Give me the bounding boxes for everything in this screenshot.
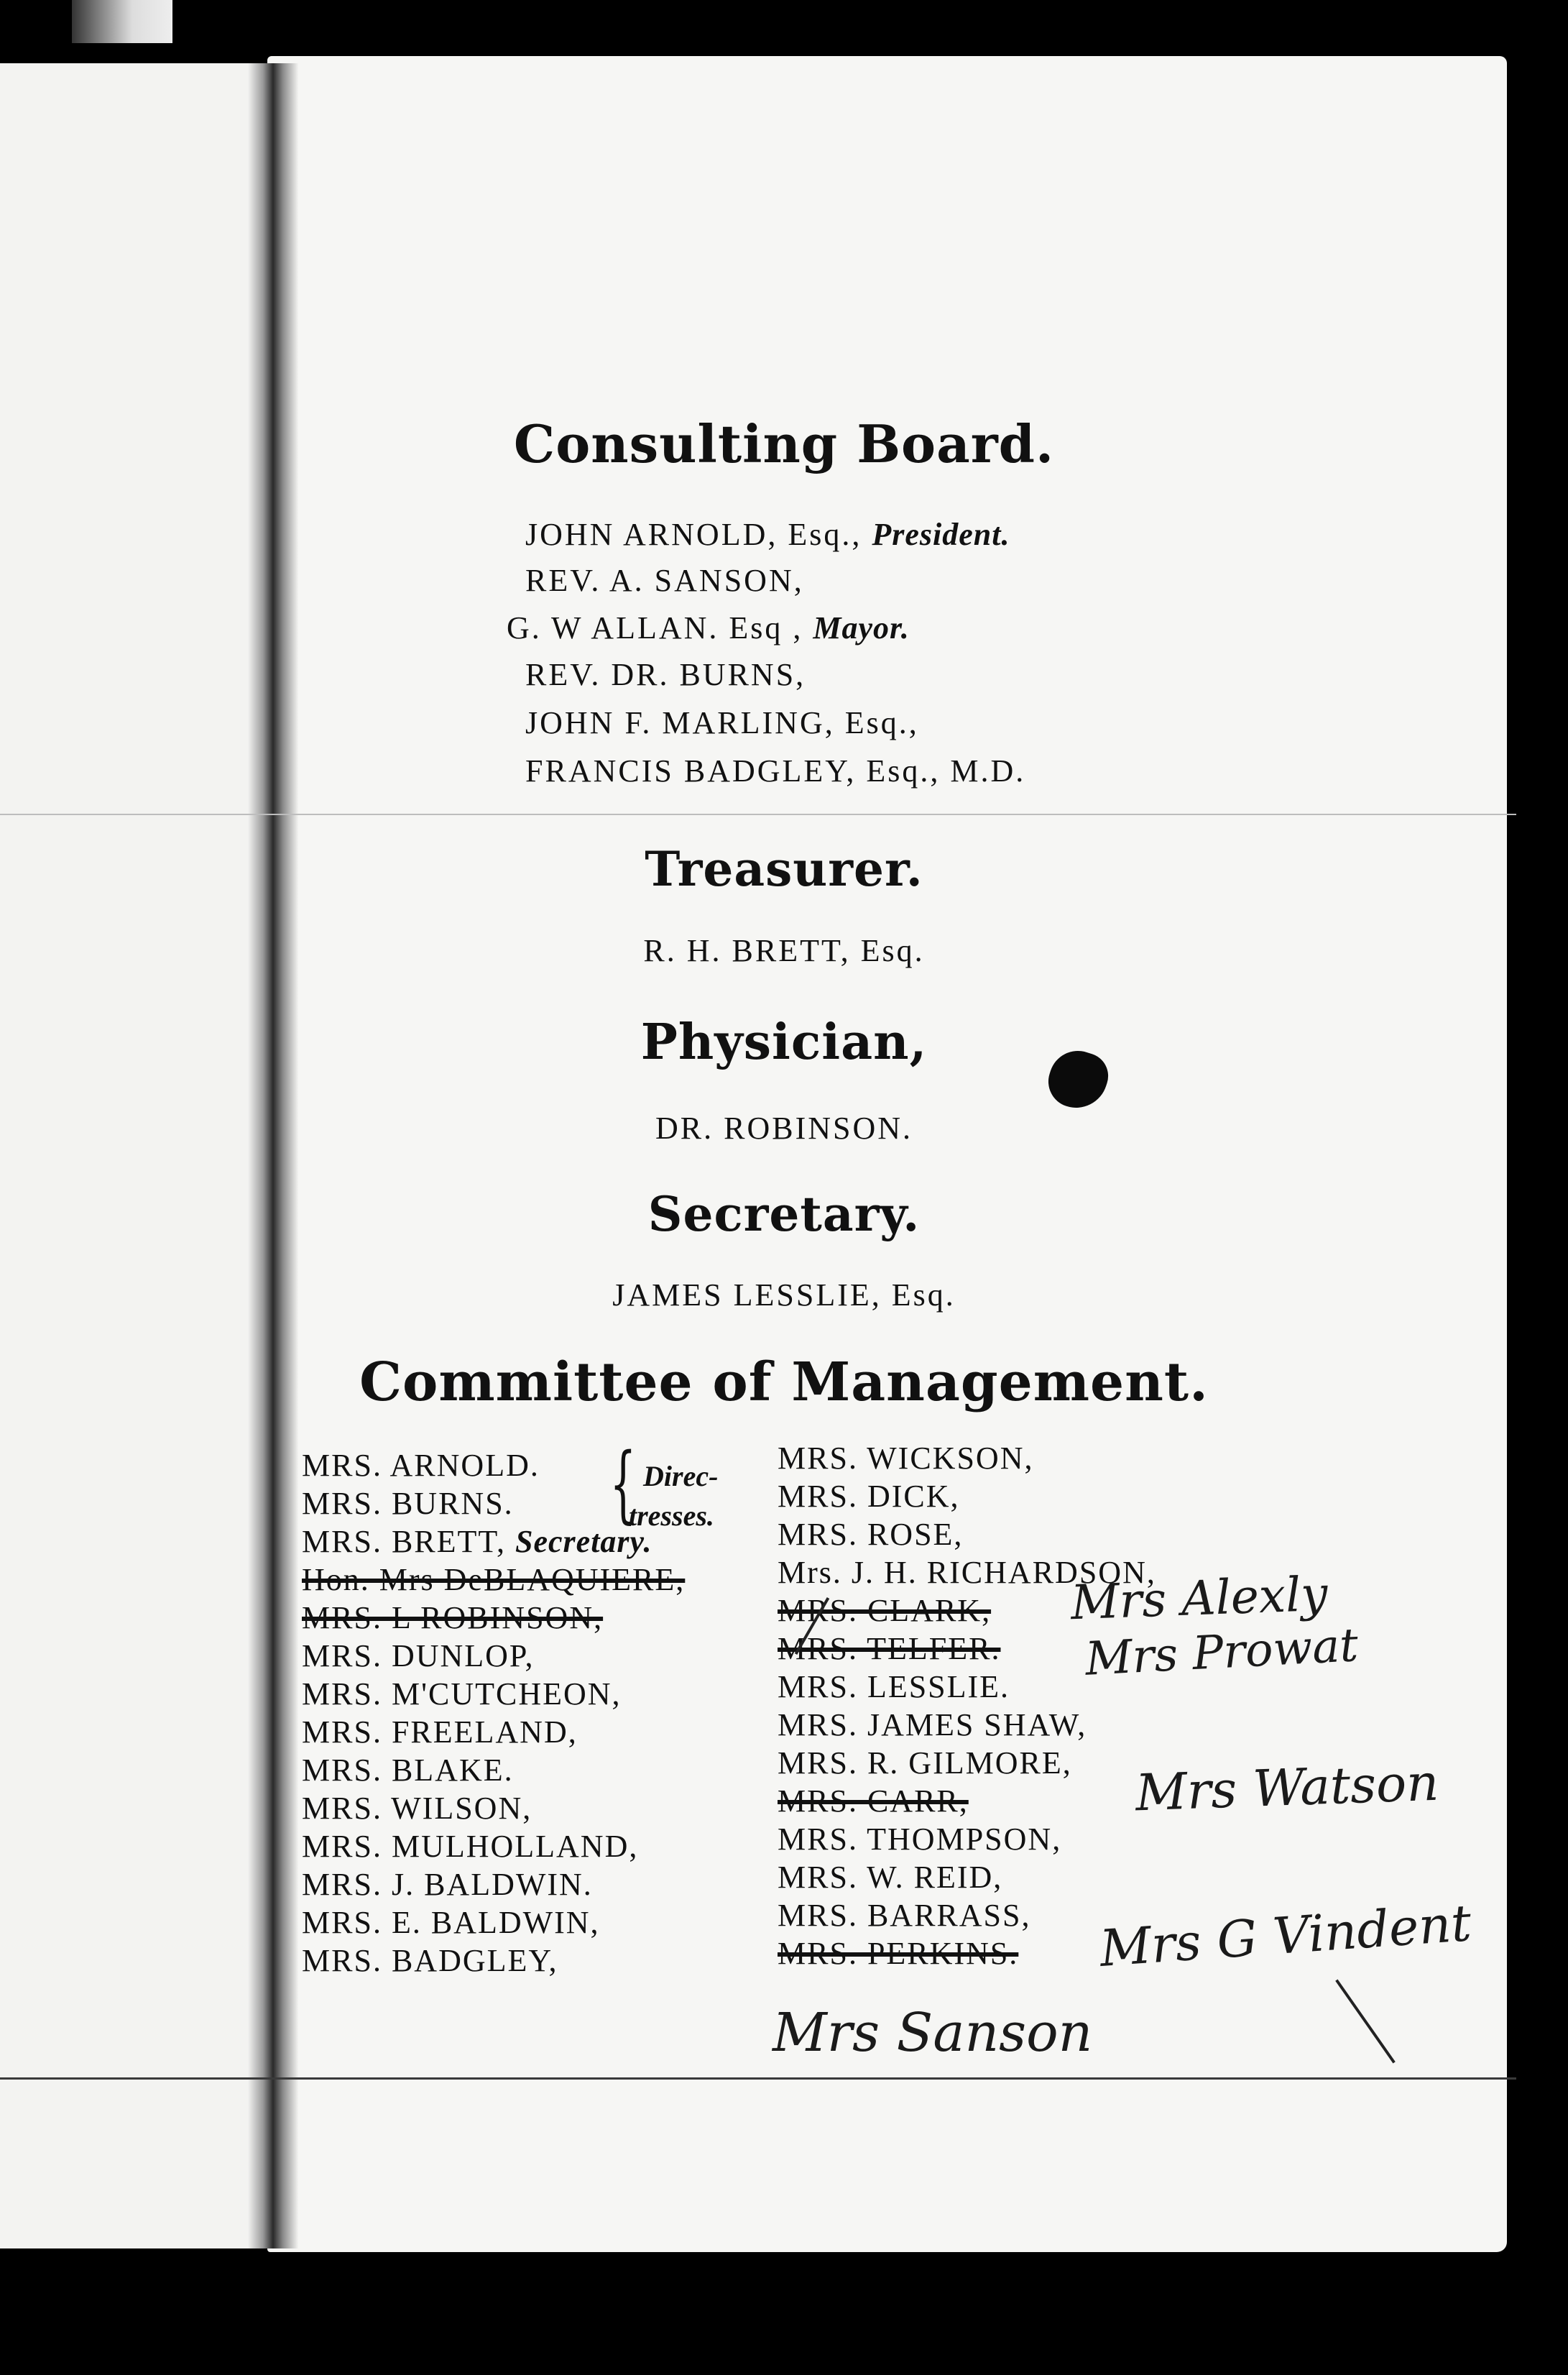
- committee-member: MRS. E. BALDWIN,: [302, 1905, 600, 1940]
- fold-line: [0, 814, 1516, 815]
- committee-member: MRS. DUNLOP,: [302, 1638, 535, 1673]
- treasurer-heading: Treasurer.: [645, 841, 923, 897]
- committee-member: MRS. JAMES SHAW,: [778, 1707, 1087, 1742]
- secretary-name: JAMES LESSLIE, Esq.: [612, 1277, 956, 1313]
- committee-member: MRS. BARRASS,: [778, 1898, 1031, 1933]
- handwritten-note: Mrs Sanson: [773, 2002, 1093, 2064]
- physician-name: DR. ROBINSON.: [655, 1111, 913, 1146]
- directresses-label: tresses.: [629, 1499, 714, 1532]
- book-gutter: [248, 63, 298, 2248]
- committee-member-struck: Hon. Mrs DeBLAQUIERE,: [302, 1562, 686, 1597]
- board-member: JOHN ARNOLD, Esq., President.: [525, 517, 1010, 552]
- committee-member: MRS. BURNS.: [302, 1486, 514, 1521]
- committee-member: MRS. ROSE,: [778, 1517, 964, 1552]
- committee-member-struck: MRS. TELFER.: [778, 1631, 1001, 1666]
- committee-member: MRS. FREELAND,: [302, 1714, 578, 1750]
- board-member: REV. DR. BURNS,: [525, 657, 806, 692]
- directresses-brace: {: [609, 1435, 637, 1533]
- board-member: JOHN F. MARLING, Esq.,: [525, 705, 919, 740]
- fold-line-lower: [0, 2077, 1516, 2080]
- directresses-label: Direc-: [643, 1460, 719, 1492]
- committee-member: MRS. BLAKE.: [302, 1752, 514, 1788]
- committee-member: MRS. THOMPSON,: [778, 1822, 1062, 1857]
- committee-member: MRS. WICKSON,: [778, 1441, 1034, 1476]
- committee-member: MRS. BADGLEY,: [302, 1943, 558, 1978]
- facing-page: [0, 63, 287, 2248]
- committee-member: MRS. DICK,: [778, 1479, 960, 1514]
- committee-member: Mrs. J. H. RICHARDSON,: [778, 1555, 1156, 1590]
- board-member: REV. A. SANSON,: [525, 563, 804, 598]
- board-member: FRANCIS BADGLEY, Esq., M.D.: [525, 753, 1026, 789]
- committee-right-column: [778, 1439, 1156, 1972]
- handwritten-note: Mrs Alexly: [1069, 1566, 1329, 1631]
- treasurer-name: R. H. BRETT, Esq.: [643, 933, 925, 968]
- committee-member: MRS. MULHOLLAND,: [302, 1829, 639, 1864]
- handwritten-note: Mrs Watson: [1134, 1752, 1440, 1823]
- physician-heading: Physician,: [640, 1014, 928, 1071]
- committee-member: MRS. M'CUTCHEON,: [302, 1676, 622, 1712]
- consulting-board-heading: Consulting Board.: [513, 413, 1055, 474]
- committee-member: MRS. BRETT, Secretary.: [302, 1524, 652, 1559]
- committee-member: MRS. ARNOLD.: [302, 1448, 540, 1483]
- committee-member: MRS. R. GILMORE,: [778, 1745, 1072, 1781]
- page-tab: [72, 0, 172, 43]
- committee-heading: Committee of Management.: [359, 1351, 1209, 1413]
- handwritten-note: Mrs Prowat: [1084, 1619, 1360, 1686]
- secretary-heading: Secretary.: [647, 1186, 921, 1242]
- committee-member-struck: MRS. CARR,: [778, 1783, 969, 1819]
- committee-member: MRS. WILSON,: [302, 1791, 532, 1826]
- committee-member-struck: MRS. CLARK,: [778, 1593, 992, 1628]
- handwritten-note: Mrs G Vindent: [1097, 1893, 1473, 1978]
- committee-member: MRS. LESSLIE.: [778, 1669, 1010, 1704]
- committee-member-struck: MRS. PERKINS.: [778, 1936, 1019, 1971]
- committee-member: MRS. W. REID,: [778, 1860, 1003, 1895]
- board-member: G. W ALLAN. Esq , Mayor.: [507, 610, 910, 646]
- committee-member: MRS. J. BALDWIN.: [302, 1867, 593, 1902]
- committee-member-struck: MRS. L ROBINSON,: [302, 1600, 604, 1635]
